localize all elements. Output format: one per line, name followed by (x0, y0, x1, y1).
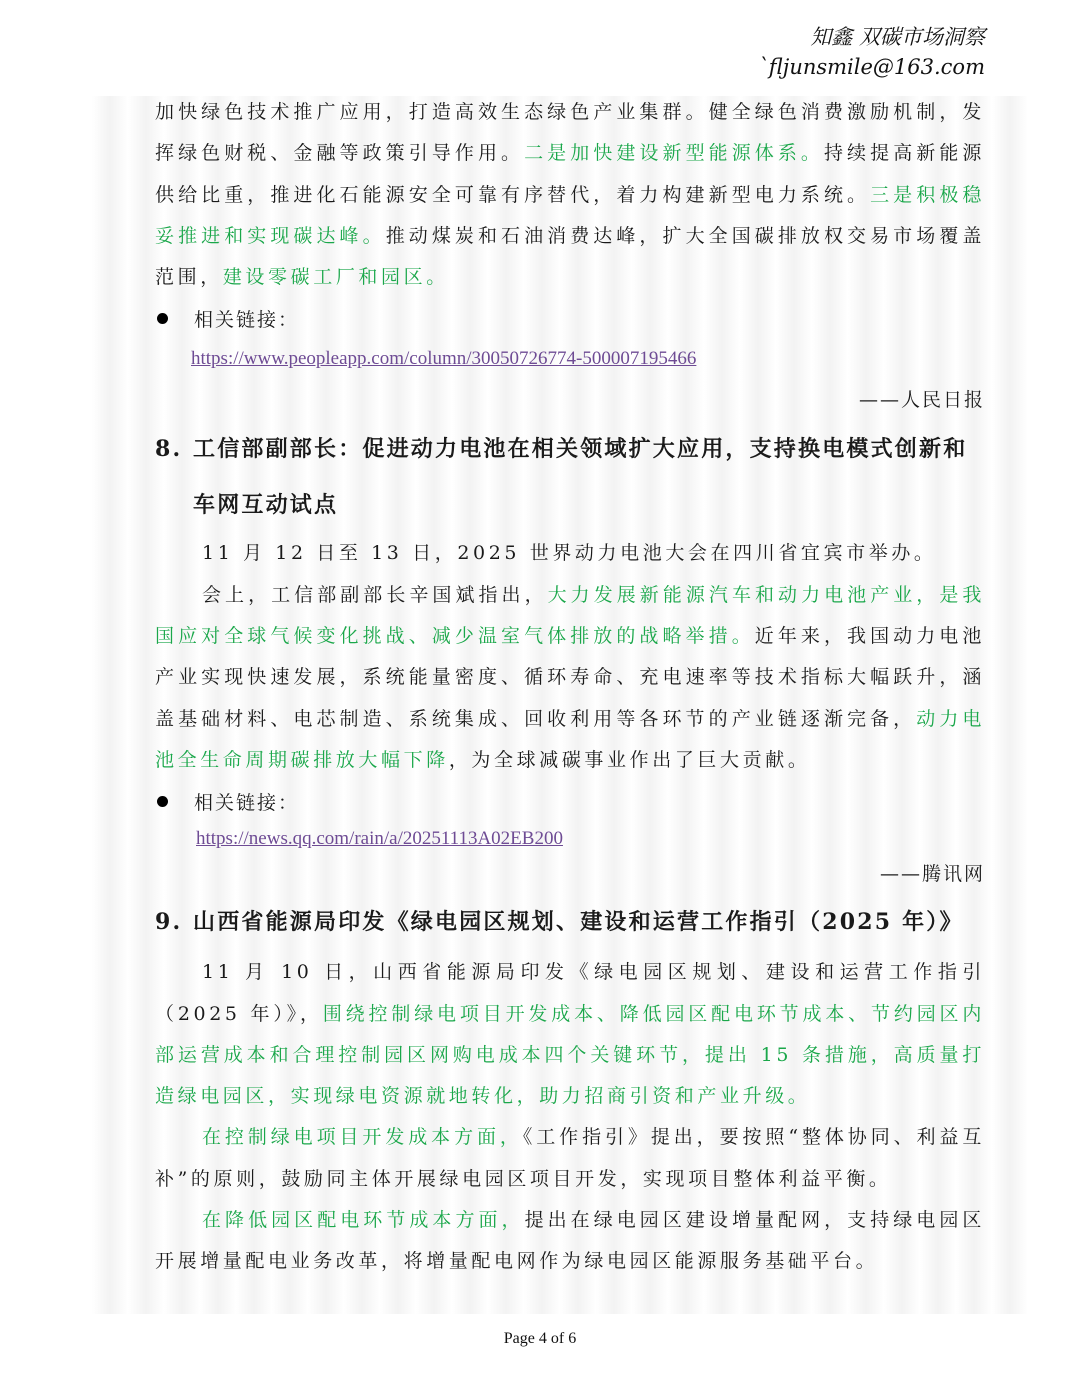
section9-paragraph-1 (155, 952, 985, 1117)
section8-link[interactable]: https://news.qq.com/rain/a/20251113A02EB200 (196, 828, 563, 850)
section8-paragraph-1: 11 月 12 日至 13 日，2025 世界动力电池大会在四川省宜宾市举办。 (202, 542, 937, 565)
text-run: ，为全球减碳事业作出了巨大贡献。 (448, 748, 811, 771)
related-links-label: 相关链接： (194, 309, 300, 332)
highlight-text: 动力电池全生命周期碳排放大幅下降 (155, 707, 985, 771)
section7-link[interactable]: https://www.peopleapp.com/column/30050726774-500007195466 (191, 348, 697, 370)
section9-paragraph-3 (155, 1200, 985, 1283)
text-run: 加快绿色技术推广应用，打造高效生态绿色产业集群。健全绿色消费激励机制，发挥绿色财税、金融等政策引导作用。 (155, 101, 985, 165)
related-links-bullet (155, 298, 985, 339)
text-run: 推动煤炭和石油消费达峰，扩大全国碳排放权交易市场覆盖范围， (155, 224, 985, 289)
bullet-dot-icon (157, 796, 168, 807)
highlight-text: 围绕控制绿电项目开发成本、降低园区配电环节成本、节约园区内部运营成本和合理控制园区网购电成本四个关键环节，提出 15 条措施，高质量打造绿电园区，实现绿电资源就地转化，助力招商引资和产业升级。 (155, 1002, 985, 1108)
text-run: 近年来，我国动力电池产业实现快速发展，系统能量密度、循环寿命、充电速率等技术指标大幅跃升，涵盖基础材料、电芯制造、系统集成、回收利用等各环节的产业链逐渐完备， (155, 625, 985, 730)
text-run: 提出在绿电园区建设增量配网，支持绿电园区开展增量配电业务改革，将增量配电网作为绿电园区能源服务基础平台。 (155, 1209, 985, 1273)
highlight-text: 在降低园区配电环节成本方面， (202, 1209, 525, 1232)
text-run: 会上，工信部副部长辛国斌指出， (202, 583, 548, 606)
heading-title: 工信部副部长：促进动力电池在相关领域扩大应用，支持换电模式创新和车网互动试点 (193, 436, 968, 519)
heading-number: 8. (155, 436, 183, 463)
related-links-label: 相关链接： (194, 792, 300, 815)
heading-title: 山西省能源局印发《绿电园区规划、建设和运营工作指引（2025 年）》 (193, 909, 964, 936)
section8-paragraph-2 (155, 575, 985, 781)
section8-source: ——腾讯网 (879, 863, 985, 886)
highlight-text: 大力发展新能源汽车和动力电池产业，是我国应对全球气候变化挑战、减少温室气体排放的战略举措。 (155, 583, 985, 648)
bullet-dot-icon (157, 313, 168, 324)
header-author: 知鑫 双碳市场洞察 (810, 25, 985, 49)
text-run: 11 月 10 日，山西省能源局印发《绿电园区规划、建设和运营工作指引（2025 年）》， (155, 961, 985, 1025)
related-links-bullet (155, 781, 985, 822)
text-run: 持续提高新能源供给比重，推进化石能源安全可靠有序替代，着力构建新型电力系统。 (155, 142, 985, 206)
section9-heading (155, 892, 985, 952)
highlight-text: 建设零碳工厂和园区。 (222, 266, 449, 289)
heading-number: 9. (155, 909, 183, 936)
page-content (155, 92, 985, 1283)
section9-paragraph-2 (155, 1117, 985, 1200)
page-header (758, 22, 985, 82)
highlight-text: 在控制绿电项目开发成本方面， (202, 1126, 523, 1149)
page-number: Page 4 of 6 (503, 1330, 577, 1347)
section7-paragraph (155, 92, 985, 298)
text-run: 《工作指引》提出，要按照“整体协同、利益互补”的原则，鼓励同主体开展绿电园区项目开发，实现项目整体利益平衡。 (155, 1126, 985, 1190)
header-email: `fljunsmile@163.com (758, 55, 985, 79)
section7-source: ——人民日报 (858, 389, 985, 412)
highlight-text: 二是加快建设新型能源体系。 (524, 142, 824, 165)
highlight-text: 三是积极稳妥推进和实现碳达峰。 (155, 183, 985, 247)
section8-heading (155, 421, 985, 533)
